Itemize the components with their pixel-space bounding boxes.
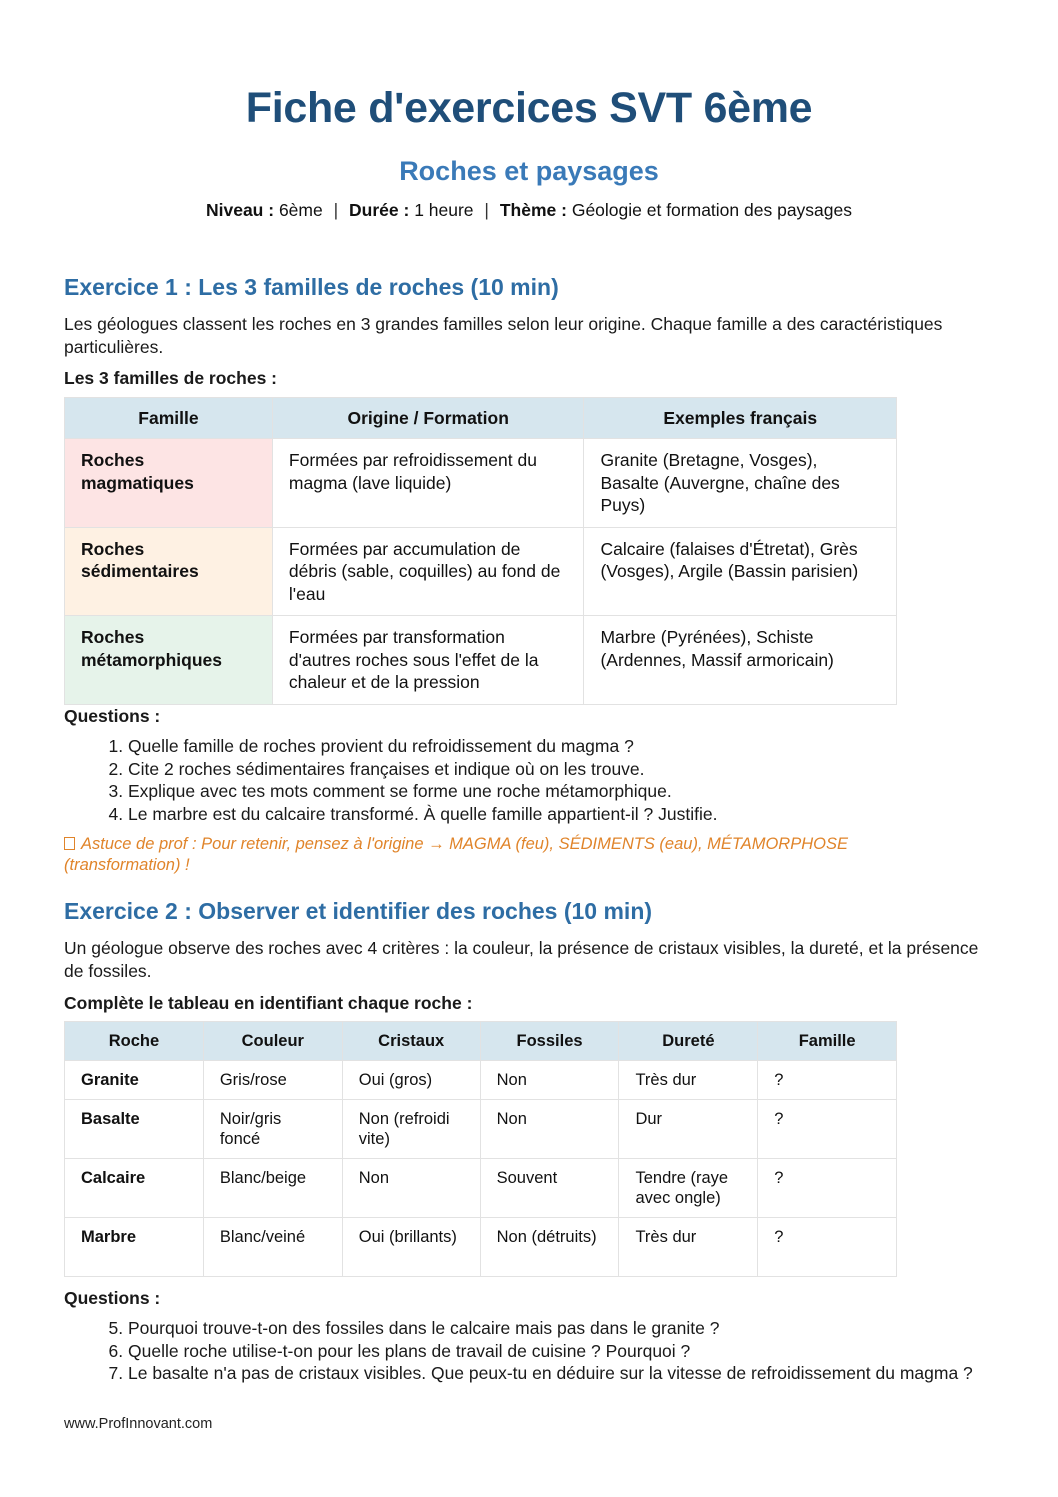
- question-item: 3. Explique avec tes mots comment se forme une roche métamorphique.: [128, 780, 717, 803]
- exercise1-table-label: Les 3 familles de roches :: [64, 368, 278, 388]
- footer-website[interactable]: www.ProfInnovant.com: [64, 1416, 213, 1432]
- crystals-cell: Non: [342, 1159, 480, 1218]
- column-header: Couleur: [203, 1022, 342, 1061]
- color-cell: Gris/rose: [203, 1061, 342, 1100]
- question-item: 4. Le marbre est du calcaire transformé. À quelle famille appartient-il ? Justifie.: [128, 803, 717, 826]
- crystals-cell: Oui (brillants): [342, 1218, 480, 1277]
- examples-cell: Granite (Bretagne, Vosges), Basalte (Auvergne, chaîne des Puys): [584, 439, 897, 528]
- color-cell: Blanc/beige: [203, 1159, 342, 1218]
- family-cell: Roches magmatiques: [65, 439, 273, 528]
- hardness-cell: Très dur: [619, 1061, 758, 1100]
- table-row: [65, 1159, 897, 1218]
- question-item: 5. Pourquoi trouve-t-on des fossiles dans le calcaire mais pas dans le granite ?: [128, 1317, 994, 1340]
- fossils-cell: Non: [480, 1100, 619, 1159]
- examples-cell: Marbre (Pyrénées), Schiste (Ardennes, Massif armoricain): [584, 616, 897, 705]
- meta-level-value: 6ème: [278, 200, 323, 220]
- hardness-cell: Très dur: [619, 1218, 758, 1277]
- rock-families-table: [64, 397, 897, 705]
- page-subtitle: Roches et paysages: [399, 156, 659, 186]
- exercise2-heading: Exercice 2 : Observer et identifier des roches (10 min): [64, 898, 653, 924]
- family-answer-cell[interactable]: ?: [758, 1159, 897, 1218]
- family-answer-cell[interactable]: ?: [758, 1218, 897, 1277]
- question-item: 2. Cite 2 roches sédimentaires françaises et indique où on les trouve.: [128, 758, 717, 781]
- family-answer-cell[interactable]: ?: [758, 1100, 897, 1159]
- origin-cell: Formées par transformation d'autres roches sous l'effet de la chaleur et de la pression: [272, 616, 584, 705]
- family-cell: Roches métamorphiques: [65, 616, 273, 705]
- column-header: Dureté: [619, 1022, 758, 1061]
- table-row: [65, 616, 897, 705]
- exercise1-questions-label: Questions :: [64, 706, 161, 726]
- exercise2-questions-list: [64, 1317, 994, 1385]
- table-row: [65, 439, 897, 528]
- exercise1-questions-list: [64, 735, 717, 825]
- table-row: [65, 1100, 897, 1159]
- exercise1-intro: Les géologues classent les roches en 3 grandes familles selon leur origine. Chaque famille a des caractéristiques particulières.: [64, 314, 943, 357]
- meta-theme-label: Thème :: [499, 200, 567, 220]
- exercise2-questions-label: Questions :: [64, 1288, 161, 1308]
- question-item: 1. Quelle famille de roches provient du refroidissement du magma ?: [128, 735, 717, 758]
- column-header: Famille: [65, 398, 273, 439]
- teacher-tip: [64, 834, 964, 876]
- meta-separator: |: [333, 200, 339, 220]
- fossils-cell: Souvent: [480, 1159, 619, 1218]
- origin-cell: Formées par refroidissement du magma (lave liquide): [272, 439, 584, 528]
- column-header: Roche: [65, 1022, 204, 1061]
- examples-cell: Calcaire (falaises d'Étretat), Grès (Vosges), Argile (Bassin parisien): [584, 527, 897, 616]
- meta-line: [64, 200, 994, 221]
- column-header: Exemples français: [584, 398, 897, 439]
- tip-text: Astuce de prof : Pour retenir, pensez à l'origine → MAGMA (feu), SÉDIMENTS (eau), MÉTAMORPHOSE (transformation) !: [64, 835, 848, 874]
- rock-name-cell: Granite: [65, 1061, 204, 1100]
- fossils-cell: Non (détruits): [480, 1218, 619, 1277]
- question-item: 7. Le basalte n'a pas de cristaux visibles. Que peux-tu en déduire sur la vitesse de refroidissement du magma ?: [128, 1362, 994, 1385]
- meta-duration-label: Durée :: [349, 200, 410, 220]
- table-row: [65, 527, 897, 616]
- crystals-cell: Oui (gros): [342, 1061, 480, 1100]
- column-header: Origine / Formation: [272, 398, 584, 439]
- question-item: 6. Quelle roche utilise-t-on pour les plans de travail de cuisine ? Pourquoi ?: [128, 1340, 994, 1363]
- rock-name-cell: Basalte: [65, 1100, 204, 1159]
- meta-level-label: Niveau :: [205, 200, 275, 220]
- meta-duration-value: 1 heure: [414, 200, 474, 220]
- column-header: Cristaux: [342, 1022, 480, 1061]
- exercise2-table-label: Complète le tableau en identifiant chaque roche :: [64, 993, 473, 1013]
- table-header-row: [65, 398, 897, 439]
- table-row: [65, 1061, 897, 1100]
- hardness-cell: Dur: [619, 1100, 758, 1159]
- page-title: Fiche d'exercices SVT 6ème: [245, 84, 813, 132]
- family-cell: Roches sédimentaires: [65, 527, 273, 616]
- exercise1-heading: Exercice 1 : Les 3 familles de roches (10 min): [64, 274, 559, 300]
- rock-identification-table: [64, 1021, 897, 1277]
- lightbulb-icon: [64, 837, 75, 850]
- exercise2-intro: Un géologue observe des roches avec 4 critères : la couleur, la présence de cristaux visibles, la dureté, et la présence de fossiles.: [64, 938, 979, 981]
- column-header: Famille: [758, 1022, 897, 1061]
- family-answer-cell[interactable]: ?: [758, 1061, 897, 1100]
- crystals-cell: Non (refroidi vite): [342, 1100, 480, 1159]
- meta-separator: |: [484, 200, 489, 220]
- color-cell: Blanc/veiné: [203, 1218, 342, 1277]
- color-cell: Noir/gris foncé: [203, 1100, 342, 1159]
- rock-name-cell: Marbre: [65, 1218, 204, 1277]
- hardness-cell: Tendre (raye avec ongle): [619, 1159, 758, 1218]
- fossils-cell: Non: [480, 1061, 619, 1100]
- rock-name-cell: Calcaire: [65, 1159, 204, 1218]
- origin-cell: Formées par accumulation de débris (sable, coquilles) au fond de l'eau: [272, 527, 584, 616]
- table-header-row: [65, 1022, 897, 1061]
- column-header: Fossiles: [480, 1022, 619, 1061]
- meta-theme-value: Géologie et formation des paysages: [571, 200, 852, 220]
- table-row: [65, 1218, 897, 1277]
